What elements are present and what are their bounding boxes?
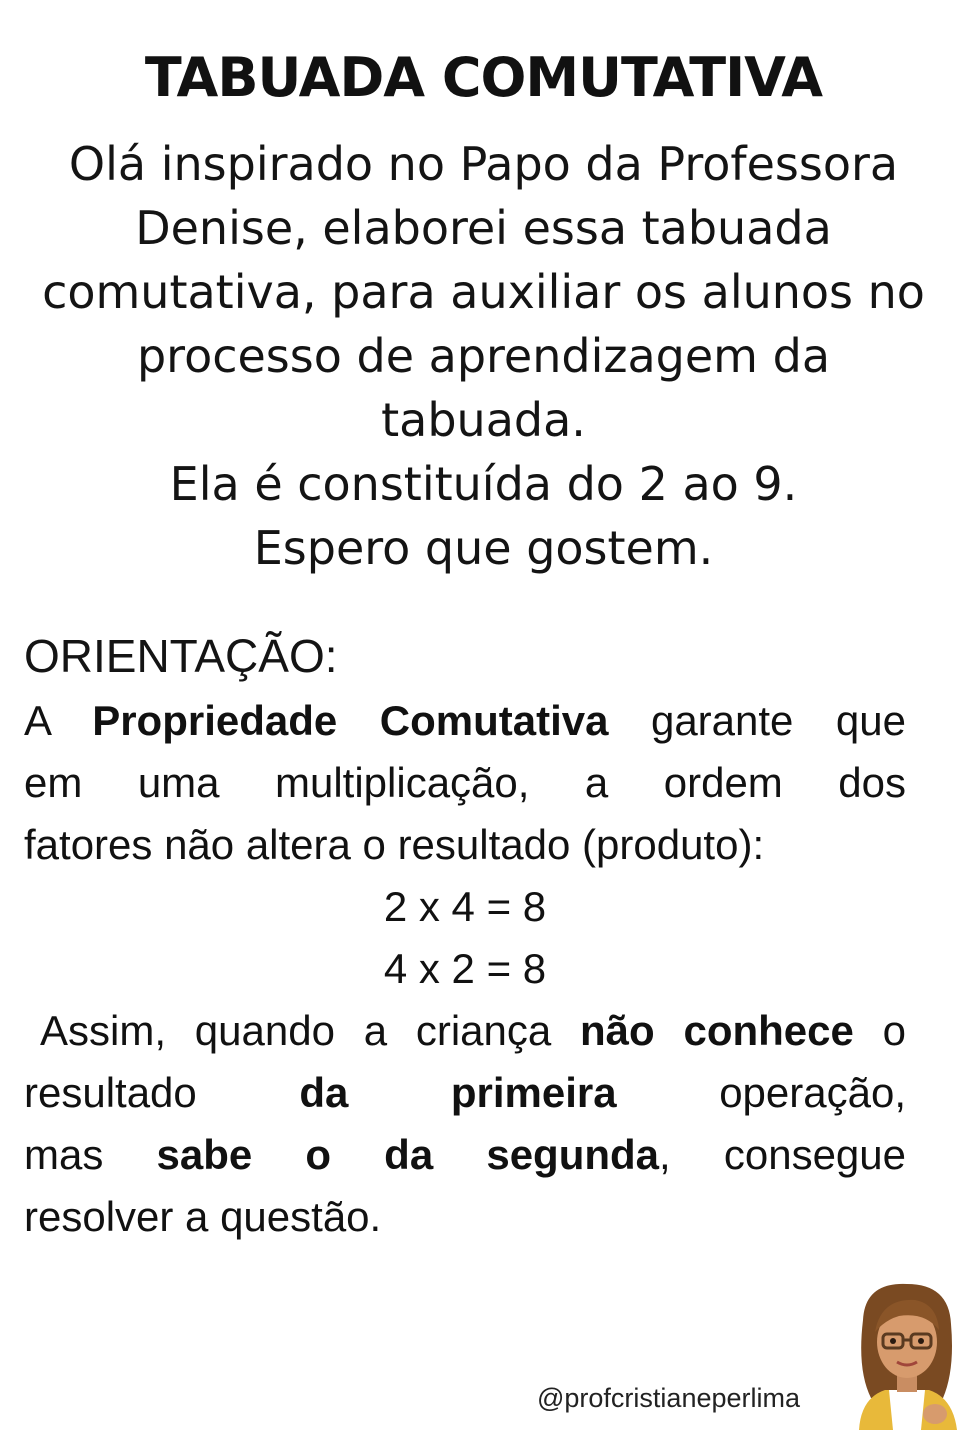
intro-line: Olá inspirado no Papo da Professora	[68, 137, 899, 191]
intro-line: tabuada.	[381, 393, 586, 447]
intro-line: comutativa, para auxiliar os alunos no	[42, 265, 925, 319]
intro-line: Denise, elaborei essa tabuada	[135, 201, 832, 255]
paragraph-line: fatores não altera o resultado (produto):	[24, 821, 765, 868]
text-span: o	[882, 1007, 906, 1054]
bold-term: Propriedade Comutativa	[92, 697, 609, 744]
paragraph-line: em uma multiplicação, a ordem dos	[24, 759, 906, 806]
author-handle: @profcristianeperlima	[537, 1383, 800, 1413]
bold-term: sabe o da segunda	[156, 1131, 660, 1178]
text-span: Assim, quando a criança	[40, 1007, 552, 1054]
text-span: , consegue	[659, 1131, 907, 1178]
explanation-paragraph	[24, 1000, 906, 1248]
bold-term: não conhece	[580, 1007, 854, 1054]
intro-line: Espero que gostem.	[253, 521, 714, 575]
teacher-bitmoji-icon	[845, 1280, 967, 1430]
text-span: A	[24, 697, 50, 744]
intro-line: processo de aprendizagem da	[136, 329, 831, 383]
paragraph-line	[24, 690, 906, 752]
intro-line: Ela é constituída do 2 ao 9.	[169, 457, 798, 511]
text-span: resultado	[24, 1069, 197, 1116]
orientation-paragraph	[24, 690, 906, 876]
paragraph-line: resolver a questão.	[24, 1193, 382, 1240]
page-title: TABUADA COMUTATIVA	[144, 46, 823, 109]
equation-1: 2 x 4 = 8	[383, 883, 547, 930]
paragraph-line	[24, 1124, 906, 1186]
text-span: operação,	[719, 1069, 906, 1116]
paragraph-line	[24, 1000, 906, 1062]
equation-2: 4 x 2 = 8	[383, 945, 547, 992]
bold-term: da primeira	[299, 1069, 617, 1116]
orientation-heading: ORIENTAÇÃO:	[24, 630, 338, 682]
text-span: garante que	[650, 697, 906, 744]
paragraph-line	[24, 1062, 906, 1124]
text-span: mas	[24, 1131, 104, 1178]
intro-text	[20, 132, 947, 580]
